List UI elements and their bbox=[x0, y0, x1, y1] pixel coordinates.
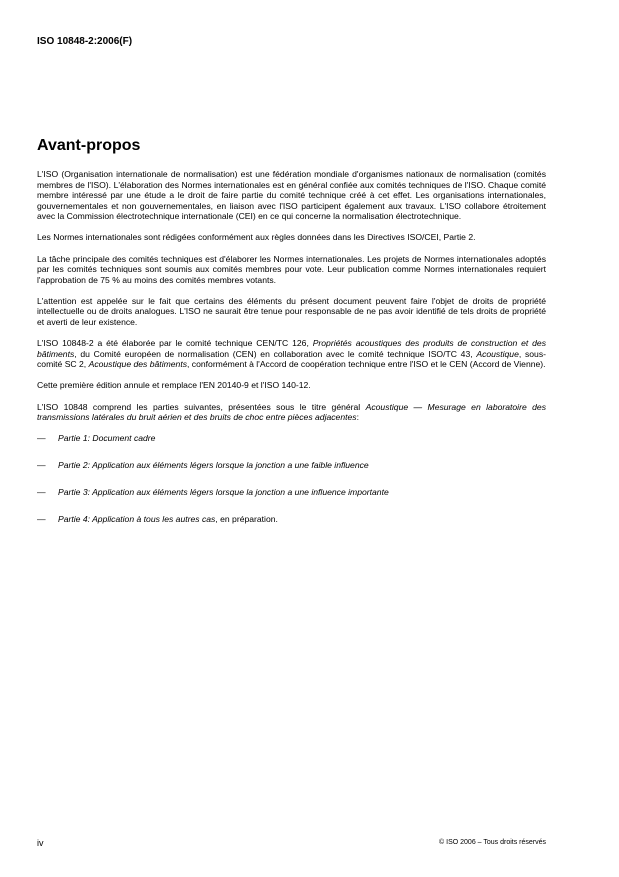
part-2-title: Partie 2: Application aux éléments légers lorsque la jonction a une faible influence bbox=[58, 460, 369, 471]
list-dash: — bbox=[37, 433, 46, 444]
italic-title: Acoustique bbox=[476, 348, 519, 359]
paragraph-directives: Les Normes internationales sont rédigées conformément aux règles données dans les Directives ISO/CEI, Partie 2. bbox=[37, 232, 476, 243]
text-segment: L'ISO 10848-2 a été élaborée par le comité technique CEN/TC 126, bbox=[37, 338, 313, 349]
italic-title: Acoustique des bâtiments bbox=[88, 359, 188, 370]
paragraph-edition: Cette première édition annule et remplace l'EN 20140-9 et l'ISO 140-12. bbox=[37, 380, 311, 391]
text-segment: , sous-comité SC 2, bbox=[37, 348, 546, 370]
copyright-notice: © ISO 2006 – Tous droits réservés bbox=[439, 839, 546, 846]
paragraph-preparation bbox=[37, 338, 546, 370]
part-4-status: , en préparation. bbox=[215, 514, 278, 525]
parts-list bbox=[37, 433, 546, 525]
paragraph-patent-rights: L'attention est appelée sur le fait que certains des éléments du présent document peuvent faire l'objet de droits de propriété intellectuelle ou de droits analogues. L'ISO ne saurait être tenue pour responsable de ne pas avoir identifié de tels droits de propriété et averti de leur existence. bbox=[37, 295, 546, 328]
foreword-body bbox=[37, 169, 546, 542]
paragraph-technical-committees: La tâche principale des comités techniques est d'élaborer les Normes internationales. Les projets de Normes internationales adoptés par les comités techniques sont soumis aux comités membres pour vote. Leur publication comme Normes internationales requiert l'approbation de 75 % au moins des comités membres votants. bbox=[37, 253, 546, 285]
list-item bbox=[37, 514, 546, 525]
document-id: ISO 10848-2:2006(F) bbox=[37, 36, 133, 47]
text-segment: L'ISO 10848 comprend les parties suivantes, présentées sous le titre général bbox=[37, 401, 366, 412]
part-4-title: Partie 4: Application à tous les autres cas bbox=[58, 514, 216, 525]
list-item bbox=[37, 460, 546, 471]
text-segment: , conformément à l'Accord de coopération technique entre l'ISO et le CEN (Accord de Vienne). bbox=[187, 359, 546, 370]
text-segment: , du Comité européen de normalisation (CEN) en collaboration avec le comité technique ISO/TC 43, bbox=[74, 348, 477, 359]
list-item bbox=[37, 433, 546, 444]
list-dash: — bbox=[37, 487, 46, 498]
list-dash: — bbox=[37, 460, 46, 471]
page-title: Avant-propos bbox=[37, 137, 141, 154]
list-item bbox=[37, 487, 546, 498]
page-number: iv bbox=[37, 838, 44, 848]
part-3-title: Partie 3: Application aux éléments légers lorsque la jonction a une influence importante bbox=[58, 487, 389, 498]
part-1-title: Partie 1: Document cadre bbox=[58, 433, 156, 444]
part-4-entry bbox=[58, 514, 278, 525]
list-dash: — bbox=[37, 514, 46, 525]
italic-title: Acoustique — Mesurage en laboratoire des transmissions latérales du bruit aérien et des bruits de choc entre pièces adjacentes bbox=[37, 401, 546, 423]
paragraph-parts-intro bbox=[37, 402, 546, 423]
text-segment: : bbox=[356, 412, 359, 423]
paragraph-iso-organisation: L'ISO (Organisation internationale de normalisation) est une fédération mondiale d'organismes nationaux de normalisation (comités membres de l'ISO). L'élaboration des Normes internationales est en général confiée aux comités techniques de l'ISO. Chaque comité membre intéressé par une étude a le droit de faire partie du comité technique créé à cet effet. Les organisations internationales, gouvernementales et non gouvernementales, en liaison avec l'ISO participent également aux travaux. L'ISO collabore étroitement avec la Commission électrotechnique internationale (CEI) en ce qui concerne la normalisation électrotechnique. bbox=[37, 169, 546, 222]
italic-title: Propriétés acoustiques des produits de construction et des bâtiments bbox=[37, 338, 547, 359]
